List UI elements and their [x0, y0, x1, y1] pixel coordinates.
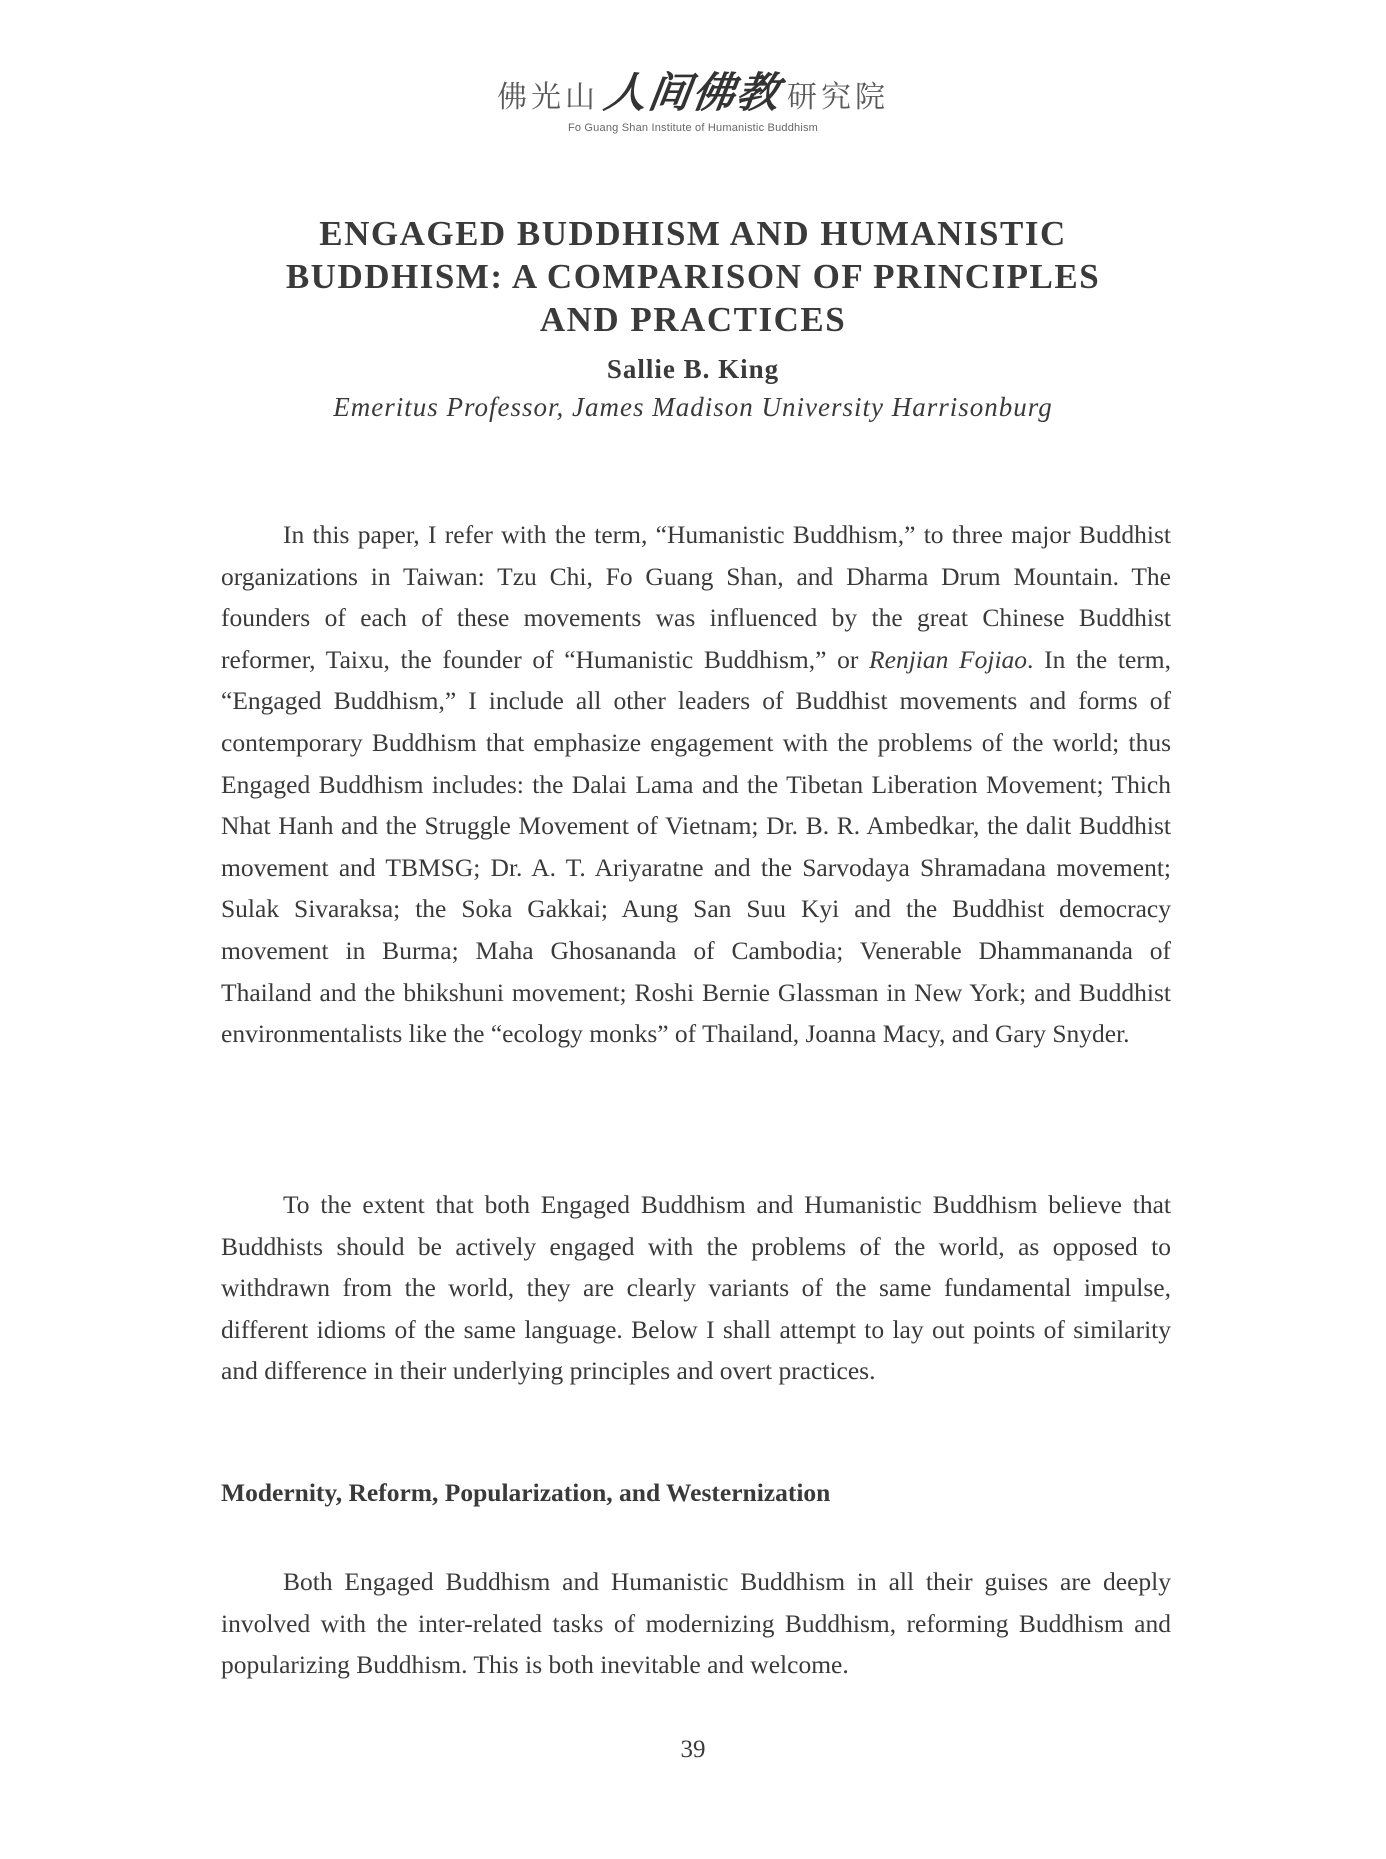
page-number: 39	[680, 1736, 706, 1763]
logo-calligraphy: 人间佛教	[601, 68, 785, 117]
section-heading: Modernity, Reform, Popularization, and Westernization	[221, 1478, 831, 1507]
logo-subtitle: Fo Guang Shan Institute of Humanistic Buddhism	[567, 122, 819, 134]
paragraph-1-italic-term: Renjian Fojiao	[869, 644, 1028, 674]
title-line-3: AND PRACTICES	[539, 300, 847, 339]
paragraph-1-text-b: . In the term, “Engaged Buddhism,” I include all other leaders of Buddhist movements and forms of contemporary Buddhism that emphasize engagement with the problems of the world; thus Engaged Buddhism includes: the Dalai Lama and the Tibetan Liberation Movement; Thich Nhat Hanh and the Struggle Movement of Vietnam; Dr. B. R. Ambedkar, the dalit Buddhist movement and TBMSG; Dr. A. T. Ariyaratne and the Sarvodaya Shramadana movement; Sulak Sivaraksa; the Soka Gakkai; Aung San Suu Kyi and the Buddhist democracy movement in Burma; Maha Ghosananda of Cambodia; Venerable Dhammananda of Thailand and the bhikshuni movement; Roshi Bernie Glassman in New York; and Buddhist environmentalists like the “ecology monks” of Thailand, Joanna Macy, and Gary Snyder.	[221, 644, 1171, 1049]
logo-wordmark	[497, 60, 889, 120]
paragraph-1-text-a: In this paper, I refer with the term, “Humanistic Buddhism,” to three major Buddhist organizations in Taiwan: Tzu Chi, Fo Guang Shan, and Dharma Drum Mountain. The founders of each of these movements was influenced by the great Chinese Buddhist reformer, Taixu, the founder of “Humanistic Buddhism,” or	[221, 520, 1171, 674]
author-affiliation: Emeritus Professor, James Madison University Harrisonburg	[333, 392, 1053, 422]
paragraph-1	[221, 514, 1171, 1055]
logo-text-left: 佛光山	[496, 80, 599, 115]
paragraph-3: Both Engaged Buddhism and Humanistic Buddhism in all their guises are deeply involved with the inter-related tasks of modernizing Buddhism, reforming Buddhism and popularizing Buddhism. This is both inevitable and welcome.	[221, 1567, 1171, 1680]
institute-logo	[0, 60, 1386, 134]
article-title	[0, 212, 1386, 341]
title-line-1: ENGAGED BUDDHISM AND HUMANISTIC	[319, 214, 1067, 253]
logo-text-right: 研究院	[787, 80, 889, 115]
author-name: Sallie B. King	[606, 354, 780, 384]
title-line-2: BUDDHISM: A COMPARISON OF PRINCIPLES	[285, 257, 1101, 296]
paragraph-2: To the extent that both Engaged Buddhism and Humanistic Buddhism believe that Buddhists should be actively engaged with the problems of the world, as opposed to withdrawn from the world, they are clearly variants of the same fundamental impulse, different idioms of the same language. Below I shall attempt to lay out points of similarity and difference in their underlying principles and overt practices.	[221, 1190, 1171, 1386]
